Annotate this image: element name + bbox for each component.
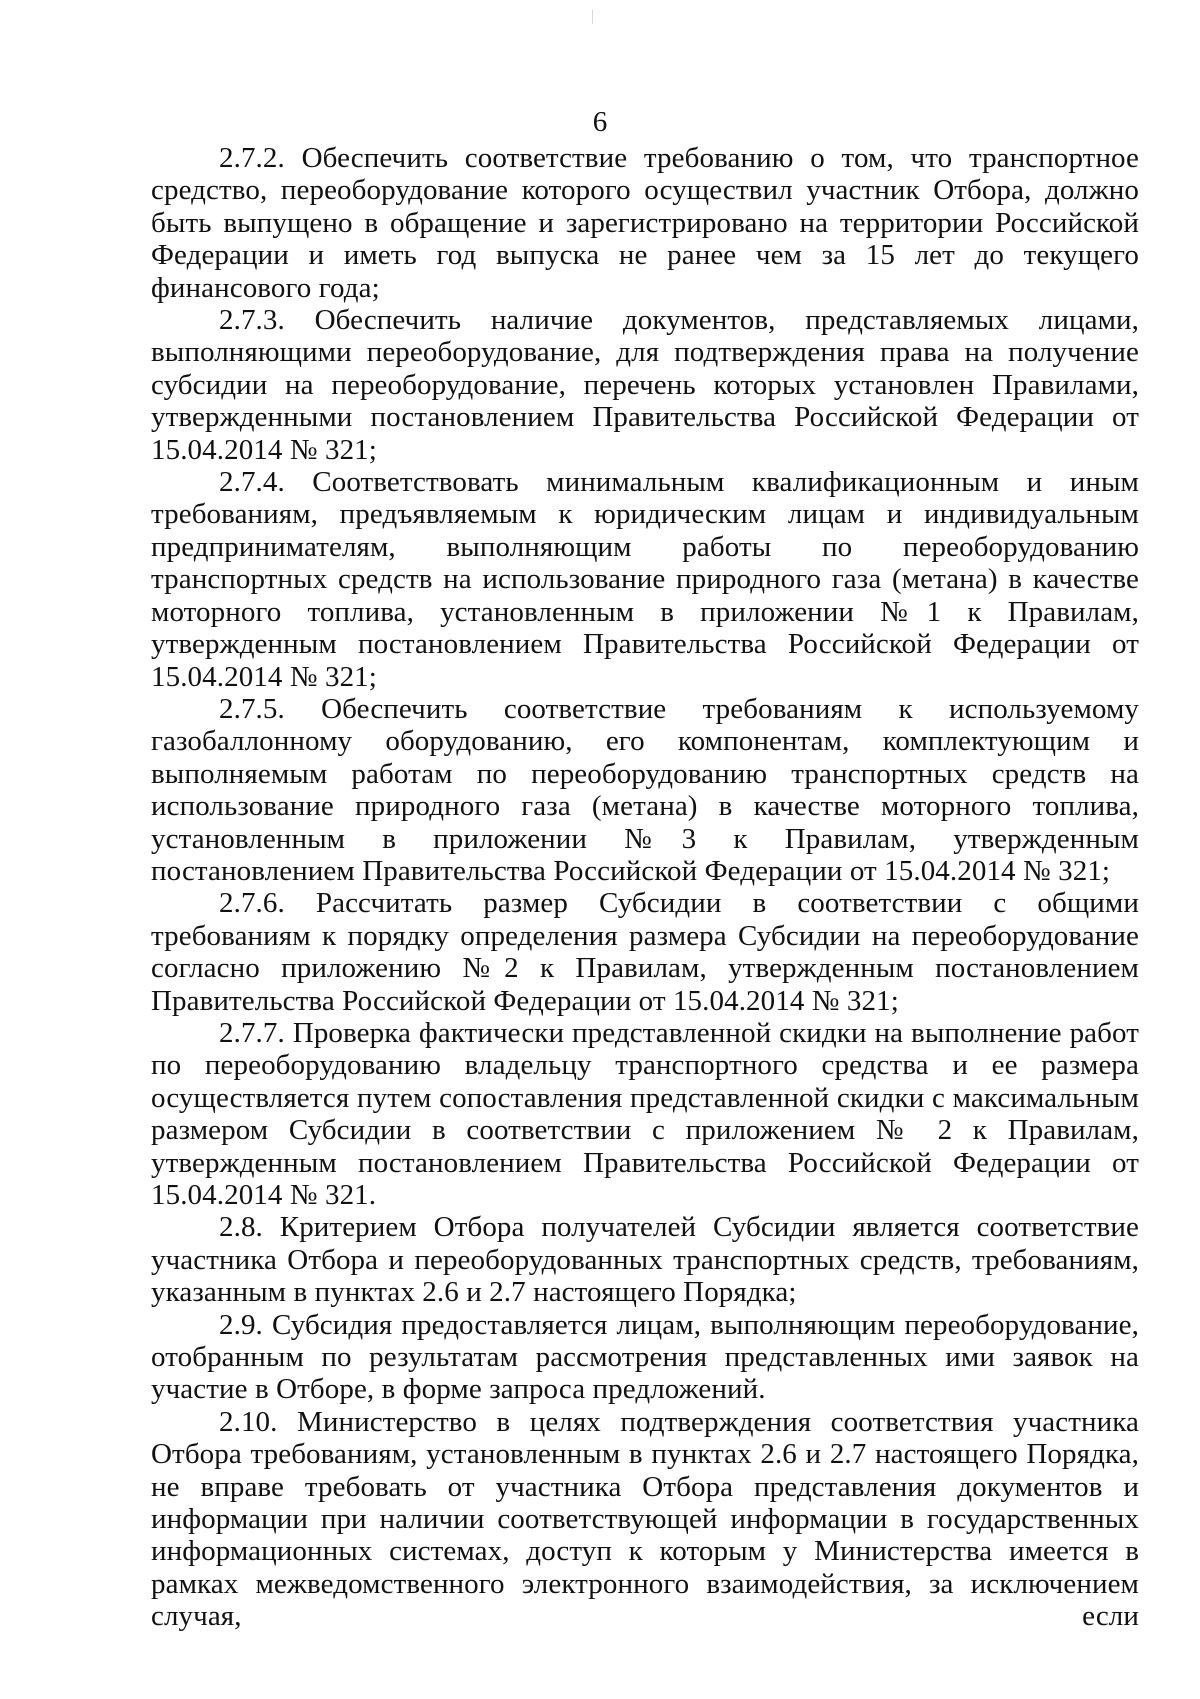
page-number: 6 (592, 106, 608, 138)
paragraph-2-7-7: 2.7.7. Проверка фактически представленной скидки на выполнение работ по переоборудованию владельцу транспортного средства и ее размера осуществляется путем сопоставления представленной скидки с максимальным размером Субсидии в соответствии с приложением № 2 к Правилам, утвержденным постановлением Правительства Российской Федерации от 15.04.2014 № 321. (151, 1016, 1139, 1211)
paragraph-2-7-2: 2.7.2. Обеспечить соответствие требованию о том, что транспортное средство, переоборудование которого осуществил участник Отбора, должно быть выпущено в обращение и зарегистрировано на территории Российской Федерации и иметь год выпуска не ранее чем за 15 лет до текущего финансового года; (151, 142, 1139, 304)
paragraph-2-10: 2.10. Министерство в целях подтверждения соответствия участника Отбора требованиям, установленным в пунктах 2.6 и 2.7 настоящего Порядка, не вправе требовать от участника Отбора представления документов и информации при наличии соответствующей информации в государственных информационных системах, доступ к которым у Министерства имеется в рамках межведомственного электронного взаимодействия, за исключением случая, если (151, 1405, 1139, 1633)
paragraph-2-7-6: 2.7.6. Рассчитать размер Субсидии в соответствии с общими требованиям к порядку определения размера Субсидии на переоборудование согласно приложению №2 к Правилам, утвержденным постановлением Правительства Российской Федерации от 15.04.2014 № 321; (151, 887, 1139, 1017)
document-body (151, 142, 1139, 1633)
scan-mark (592, 10, 593, 24)
paragraph-2-7-5: 2.7.5. Обеспечить соответствие требованиям к используемому газобаллонному оборудованию, его компонентам, комплектующим и выполняемым работам по переоборудованию транспортных средств на использование природного газа (метана) в качестве моторного топлива, установленным в приложении №3 к Правилам, утвержденным постановлением Правительства Российской Федерации от 15.04.2014 № 321; (151, 692, 1139, 887)
paragraph-2-9: 2.9. Субсидия предоставляется лицам, выполняющим переоборудование, отобранным по результатам рассмотрения представленных ими заявок на участие в Отборе, в форме запроса предложений. (151, 1308, 1139, 1406)
paragraph-2-8: 2.8. Критерием Отбора получателей Субсидии является соответствие участника Отбора и переоборудованных транспортных средств, требованиям, указанным в пунктах 2.6 и 2.7 настоящего Порядка; (151, 1211, 1139, 1309)
paragraph-2-7-4: 2.7.4. Соответствовать минимальным квалификационным и иным требованиям, предъявляемым к юридическим лицам и индивидуальным предпринимателям, выполняющим работы по переоборудованию транспортных средств на использование природного газа (метана) в качестве моторного топлива, установленным в приложении №1 к Правилам, утвержденным постановлением Правительства Российской Федерации от 15.04.2014 № 321; (151, 466, 1139, 693)
paragraph-2-7-3: 2.7.3. Обеспечить наличие документов, представляемых лицами, выполняющими переоборудование, для подтверждения права на получение субсидии на переоборудование, перечень которых установлен Правилами, утвержденными постановлением Правительства Российской Федерации от 15.04.2014 № 321; (151, 304, 1139, 466)
